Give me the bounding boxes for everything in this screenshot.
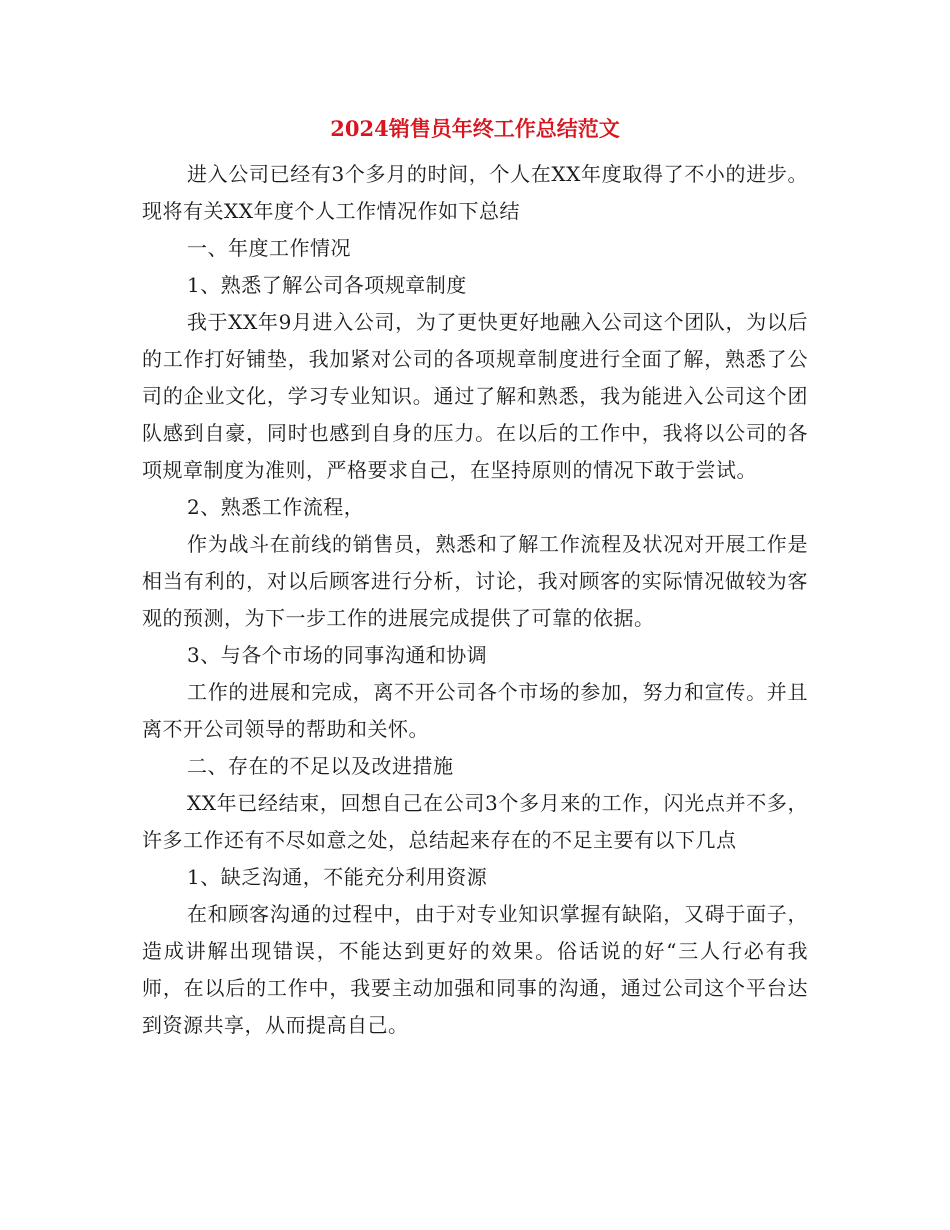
document-title: 2024销售员年终工作总结范文 (330, 116, 620, 141)
document-body (142, 156, 808, 1044)
section-heading: 一、年度工作情况 (187, 236, 351, 260)
body-paragraph: 我于XX年9月进入公司，为了更快更好地融入公司这个团队，为以后的工作打好铺垫，我加紧对公司的各项规章制度进行全面了解，熟悉了公司的企业文化，学习专业知识。通过了解和熟悉，我为能进入公司这个团队感到自豪，同时也感到自身的压力。在以后的工作中，我将以公司的各项规章制度为准则，严格要求自己，在坚持原则的情况下敢于尝试。 (142, 310, 808, 482)
body-paragraph: 工作的进展和完成，离不开公司各个市场的参加，努力和宣传。并且离不开公司领导的帮助和关怀。 (142, 680, 808, 741)
section-heading: 二、存在的不足以及改进措施 (187, 754, 454, 778)
subsection-heading: 2、熟悉工作流程， (187, 495, 365, 519)
body-paragraph: XX年已经结束，回想自己在公司3个多月来的工作，闪光点并不多，许多工作还有不尽如意之处，总结起来存在的不足主要有以下几点 (142, 791, 808, 852)
subsection-heading: 3、与各个市场的同事沟通和协调 (187, 643, 488, 667)
subsection-heading: 1、熟悉了解公司各项规章制度 (187, 273, 467, 297)
body-paragraph: 作为战斗在前线的销售员，熟悉和了解工作流程及状况对开展工作是相当有利的，对以后顾客进行分析，讨论，我对顾客的实际情况做较为客观的预测，为下一步工作的进展完成提供了可靠的依据。 (142, 532, 808, 630)
intro-paragraph: 进入公司已经有3个多月的时间，个人在XX年度取得了不小的进步。现将有关XX年度个人工作情况作如下总结 (142, 162, 808, 223)
subsection-heading: 1、缺乏沟通，不能充分利用资源 (187, 865, 488, 889)
body-paragraph: 在和顾客沟通的过程中，由于对专业知识掌握有缺陷，又碍于面子，造成讲解出现错误，不能达到更好的效果。俗话说的好“三人行必有我师，在以后的工作中，我要主动加强和同事的沟通，通过公司这个平台达到资源共享，从而提高自己。 (142, 902, 808, 1037)
